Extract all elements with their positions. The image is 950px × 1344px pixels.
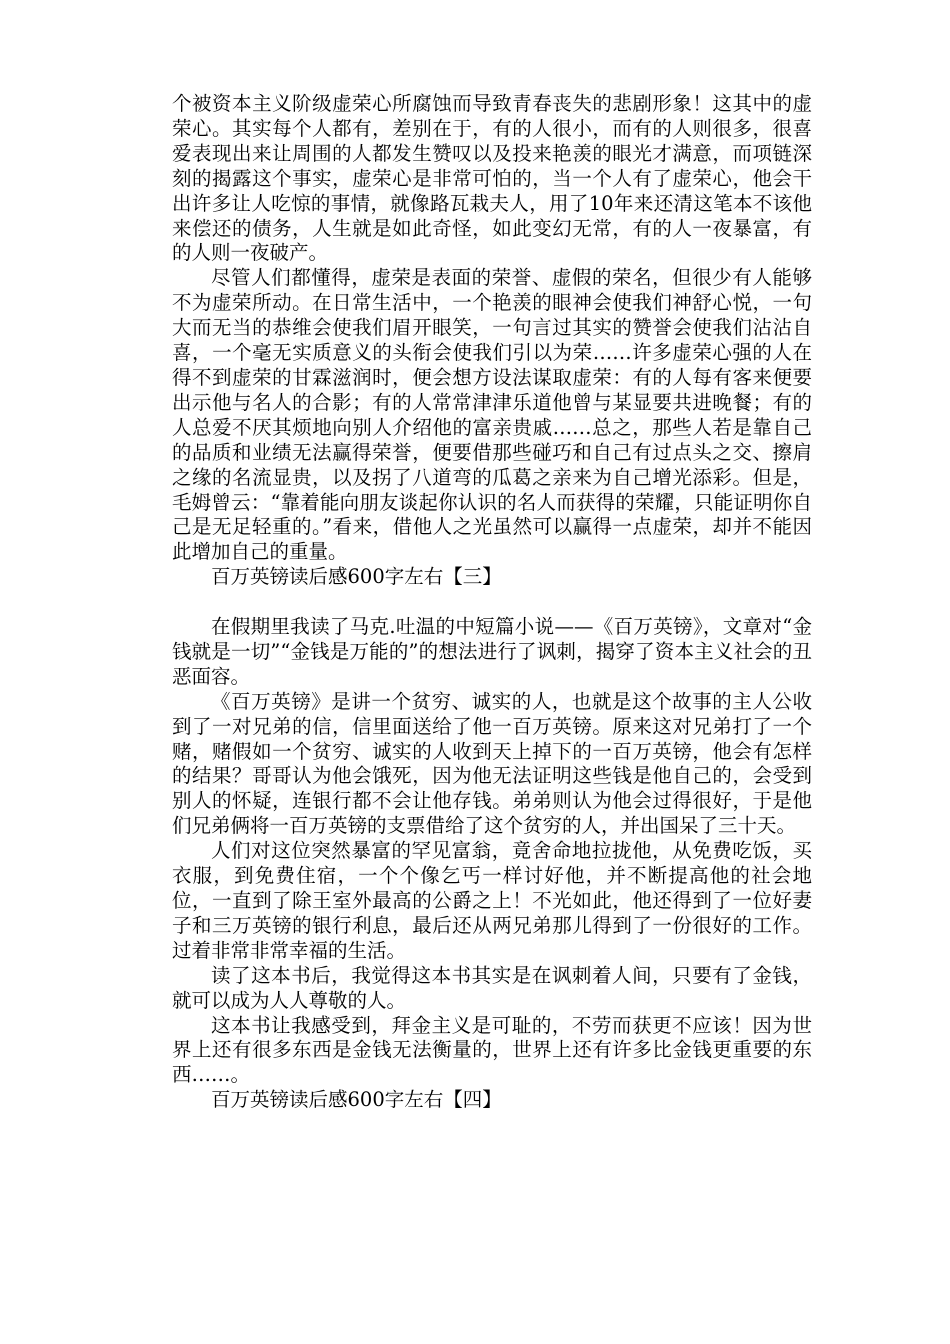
paragraph-vanity-discussion: 尽管人们都懂得，虚荣是表面的荣誉、虚假的荣名，但很少有人能够不为虚荣所动。在日常生活中，一个艳羡的眼神会使我们神舒心悦，一句大而无当的恭维会使我们眉开眼笑，一句言过其实的赞誉会使我们沾沾自喜，一个毫无实质意义的头衔会使我们引以为荣……许多虚荣心强的人在得不到虚荣的甘霖滋润时，便会想方设法谋取虚荣：有的人每有客来便要出示他与名人的合影；有的人常常津津乐道他曾与某显要共进晚餐；有的人总爱不厌其烦地向别人介绍他的富亲贵戚……总之，那些人若是靠自己的品质和业绩无法赢得荣誉，便要借那些碰巧和自己有过点头之交、擦肩之缘的名流显贵，以及拐了八道弯的瓜葛之亲来为自己增光添彩。但是，毛姆曾云：“靠着能向朋友谈起你认识的名人而获得的荣耀，只能证明你自己是无足轻重的。”看来，借他人之光虽然可以赢得一点虚荣，却并不能因此增加自己的重量。 bbox=[172, 266, 812, 564]
paragraph-reading-intro: 在假期里我读了马克.吐温的中短篇小说——《百万英镑》，文章对“金钱就是一切”“金钱是万能的”的想法进行了讽刺，揭穿了资本主义社会的丑恶面容。 bbox=[172, 615, 812, 688]
blank-line bbox=[172, 590, 812, 615]
section-heading-four: 百万英镑读后感600字左右【四】 bbox=[211, 1088, 502, 1112]
paragraph-conclusion: 这本书让我感受到，拜金主义是可耻的，不劳而获更不应该！因为世界上还有很多东西是金钱无法衡量的，世界上还有许多比金钱更重要的东西……。 bbox=[172, 1013, 812, 1087]
paragraph-rich-man: 人们对这位突然暴富的罕见富翁，竟舍命地拉拢他，从免费吃饭，买衣服，到免费住宿，一个个像乞丐一样讨好他，并不断提高他的社会地位，一直到了除王室外最高的公爵之上！不光如此，他还得到了一位好妻子和三万英镑的银行利息，最后还从两兄弟那儿得到了一份很好的工作。过着非常非常幸福的生活。 bbox=[172, 839, 812, 962]
paragraph-reflection: 读了这本书后，我觉得这本书其实是在讽刺着人间，只要有了金钱，就可以成为人人尊敬的人。 bbox=[172, 963, 812, 1012]
section-heading-three: 百万英镑读后感600字左右【三】 bbox=[211, 565, 502, 589]
paragraph-vanity-intro: 个被资本主义阶级虚荣心所腐蚀而导致青春丧失的悲剧形象！这其中的虚荣心。其实每个人都有，差别在于，有的人很小，而有的人则很多，很喜爱表现出来让周围的人都发生赞叹以及投来艳羡的眼光才满意，而项链深刻的揭露这个事实，虚荣心是非常可怕的，当一个人有了虚荣心，他会干出许多让人吃惊的事情，就像路瓦栽夫人，用了10年来还清这笔本不该他来偿还的债务，人生就是如此奇怪，如此变幻无常，有的人一夜暴富，有的人则一夜破产。 bbox=[172, 92, 812, 265]
paragraph-story-summary: 《百万英镑》是讲一个贫穷、诚实的人，也就是这个故事的主人公收到了一对兄弟的信，信里面送给了他一百万英镑。原来这对兄弟打了一个赌，赌假如一个贫穷、诚实的人收到天上掉下的一百万英镑，他会有怎样的结果？哥哥认为他会饿死，因为他无法证明这些钱是他自己的，会受到别人的怀疑，连银行都不会让他存钱。弟弟则认为他会过得很好，于是他们兄弟俩将一百万英镑的支票借给了这个贫穷的人，并出国呆了三十天。 bbox=[172, 689, 812, 838]
document-body bbox=[172, 92, 812, 1113]
